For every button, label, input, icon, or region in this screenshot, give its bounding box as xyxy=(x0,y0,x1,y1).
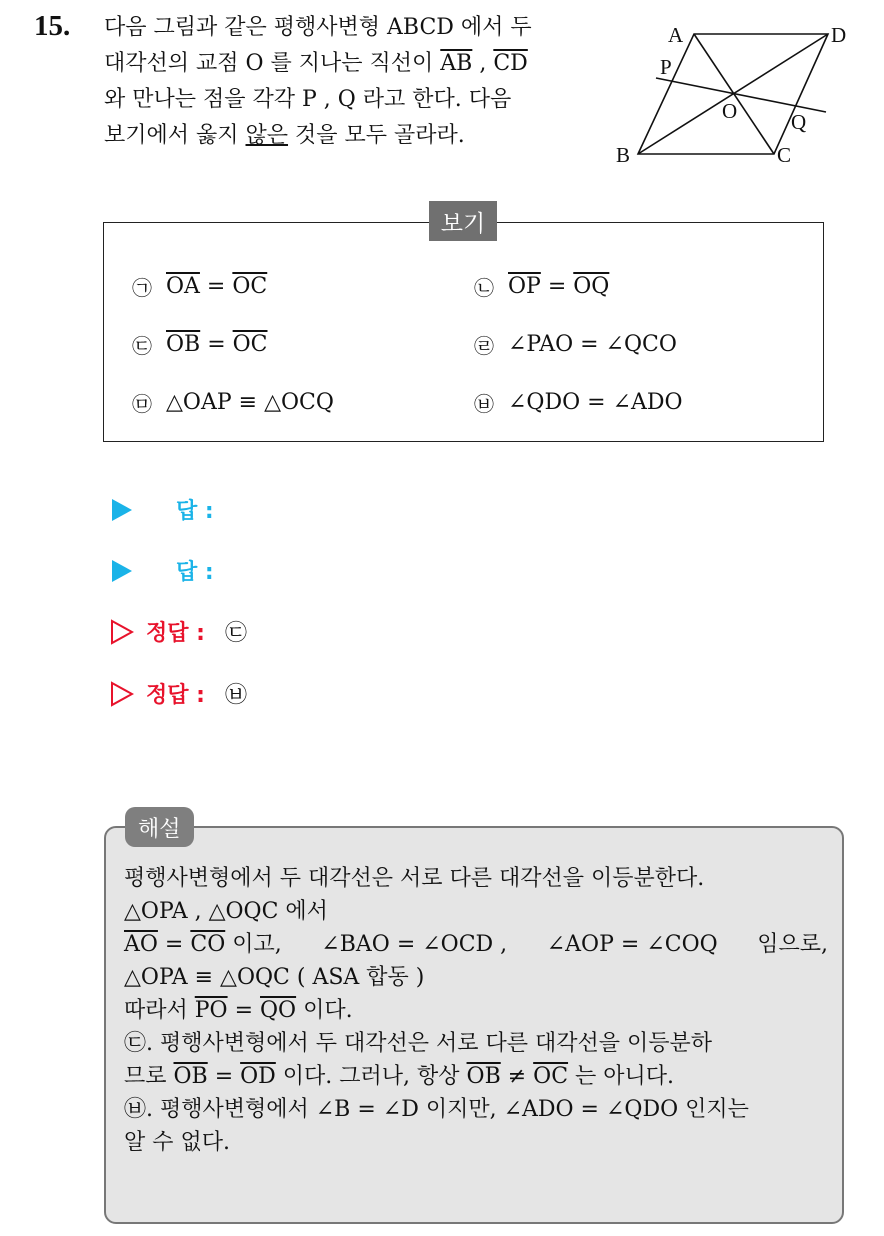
choice-marker: ㉥ xyxy=(474,392,494,416)
solution-text xyxy=(124,862,828,1159)
bogi-tag: 보기 xyxy=(429,201,497,241)
choice-1: ㉠ $\overline{OA}$ = $\overline{OC}$ xyxy=(132,274,268,300)
question-line-4: 보기에서 옳지 않은 것을 모두 골라라. xyxy=(104,123,465,148)
solution-line-3: $\overline{AO} = \overline{CO}$ 이고, ∠BAO = ∠OCD , ∠AOP = ∠COQ 임으로, xyxy=(124,932,828,957)
choice-marker: ㉤ xyxy=(132,392,152,416)
correct-row-2 xyxy=(110,678,247,709)
parallelogram-figure xyxy=(610,14,850,174)
question-line-3: 와 만나는 점을 각각 P , Q 라고 한다. 다음 xyxy=(104,87,512,112)
question-line-2: 대각선의 교점 O 를 지나는 직선이 $\overline{AB}$ , $\overline{CD}$ xyxy=(104,51,528,76)
underlined-word: 않은 xyxy=(245,123,289,148)
choice-marker: ㉢ xyxy=(132,334,152,358)
solution-line-5: 따라서 $\overline{PO}$ = $\overline{QO}$ 이다. xyxy=(124,998,353,1023)
outline-arrow-icon xyxy=(110,619,134,645)
correct-label: 정답 : xyxy=(146,683,205,708)
solution-tag: 해설 xyxy=(125,807,194,847)
solution-line-6: ㉢. 평행사변형에서 두 대각선은 서로 다른 대각선을 이등분하 xyxy=(124,1031,712,1056)
label-a: A xyxy=(668,23,684,47)
choice-3: ㉢ $\overline{OB}$ = $\overline{OC}$ xyxy=(132,332,268,358)
label-d: D xyxy=(831,23,847,47)
answer-row-2 xyxy=(110,555,214,586)
solution-line-7: 므로 $\overline{OB}$ = $\overline{OD}$ 이다. 그러나, 항상 $\overline{OB}$ ≠ $\overline{OC}$ 는 아니다. xyxy=(124,1064,675,1089)
correct-label: 정답 : xyxy=(146,621,205,646)
choice-6: ㉥ ∠QDO = ∠ADO xyxy=(474,390,683,416)
answer-row-1 xyxy=(110,494,214,525)
solution-line-2: △OPA , △OQC 에서 xyxy=(124,899,328,924)
correct-value: ㉥ xyxy=(224,683,247,708)
choice-marker: ㉡ xyxy=(474,276,494,300)
correct-value: ㉢ xyxy=(224,621,247,646)
answer-label: 답 : xyxy=(176,499,214,524)
segment-cd: $\overline{CD}$ xyxy=(493,51,528,76)
filled-arrow-icon xyxy=(110,497,134,523)
choice-marker: ㉣ xyxy=(474,334,494,358)
label-q: Q xyxy=(791,110,807,134)
question-line-1: 다음 그림과 같은 평행사변형 ABCD 에서 두 xyxy=(104,15,532,40)
segment-ab: $\overline{AB}$ xyxy=(440,51,473,76)
solution-line-4: △OPA ≡ △OQC ( ASA 합동 ) xyxy=(124,965,425,990)
choice-2: ㉡ $\overline{OP}$ = $\overline{OQ}$ xyxy=(474,274,610,300)
question-number: 15. xyxy=(34,10,71,42)
answer-label: 답 : xyxy=(176,560,214,585)
choice-4: ㉣ ∠PAO = ∠QCO xyxy=(474,332,677,358)
label-b: B xyxy=(616,143,631,167)
label-c: C xyxy=(777,143,792,167)
correct-row-1 xyxy=(110,616,247,647)
solution-line-9: 알 수 없다. xyxy=(124,1130,230,1155)
question-text xyxy=(104,10,604,154)
label-o: O xyxy=(722,99,738,123)
filled-arrow-icon xyxy=(110,558,134,584)
label-p: P xyxy=(660,55,672,79)
choice-5: ㉤ △OAP ≡ △OCQ xyxy=(132,390,334,416)
choice-marker: ㉠ xyxy=(132,276,152,300)
solution-line-1: 평행사변형에서 두 대각선은 서로 다른 대각선을 이등분한다. xyxy=(124,866,705,891)
solution-line-8: ㉥. 평행사변형에서 ∠B = ∠D 이지만, ∠ADO = ∠QDO 인지는 xyxy=(124,1097,749,1122)
outline-arrow-icon xyxy=(110,681,134,707)
